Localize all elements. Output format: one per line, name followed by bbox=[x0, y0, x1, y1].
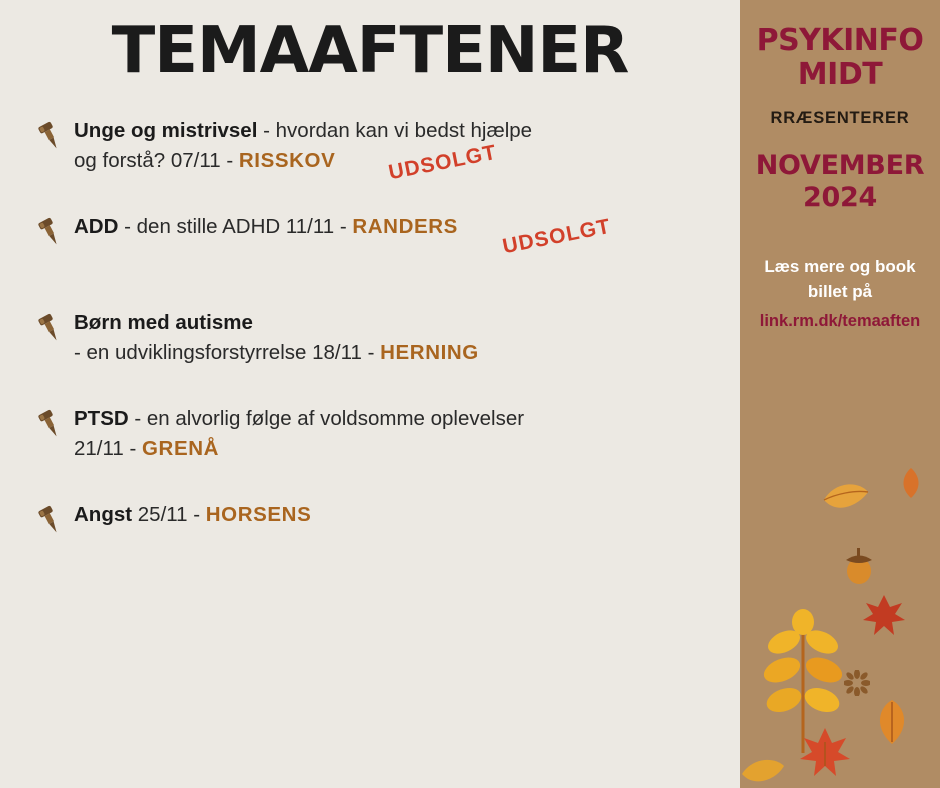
autumn-leaves-decoration bbox=[740, 458, 940, 788]
acorn-icon bbox=[840, 546, 878, 586]
pushpin-icon bbox=[34, 404, 74, 440]
booking-link[interactable]: link.rm.dk/temaaften bbox=[759, 311, 921, 330]
pushpin-icon bbox=[34, 116, 74, 152]
list-item bbox=[24, 212, 740, 308]
event-city: HERNING bbox=[380, 341, 479, 365]
year-label: 2024 bbox=[803, 182, 877, 214]
event-desc-1: - en alvorlig følge af voldsomme oplevelser bbox=[128, 407, 525, 431]
brand-line-1: PSYKINFO bbox=[756, 23, 924, 58]
event-desc-2: - en udviklingsforstyrrelse 18/11 - bbox=[74, 341, 381, 365]
pushpin-icon bbox=[34, 308, 74, 344]
event-desc-2: 21/11 - bbox=[74, 437, 142, 461]
pushpin-icon bbox=[34, 500, 74, 536]
event-city: GRENÅ bbox=[142, 437, 220, 461]
event-text bbox=[74, 500, 311, 530]
list-item bbox=[24, 500, 740, 596]
event-title: Angst bbox=[74, 503, 133, 527]
leaf-icon bbox=[870, 698, 914, 746]
list-item bbox=[24, 116, 740, 212]
event-city: RISSKOV bbox=[238, 149, 336, 173]
maple-leaf-icon bbox=[862, 593, 906, 639]
status-badge: UDSOLGT bbox=[386, 141, 499, 185]
event-desc-2: og forstå? 07/11 - bbox=[74, 149, 239, 173]
event-title: PTSD bbox=[74, 407, 129, 431]
event-text bbox=[74, 308, 479, 367]
event-title: ADD bbox=[74, 215, 119, 239]
maple-leaf-icon bbox=[798, 726, 852, 780]
status-badge: UDSOLGT bbox=[500, 215, 613, 259]
event-desc-1: - hvordan kan vi bedst hjælpe bbox=[257, 119, 533, 143]
event-city: HORSENS bbox=[205, 503, 312, 527]
brand-name bbox=[740, 24, 940, 91]
booking-line-1: Læs mere og book bbox=[764, 256, 916, 276]
pushpin-icon bbox=[34, 212, 74, 248]
presents-label: RRÆSENTERER bbox=[770, 109, 910, 128]
leaf-icon bbox=[820, 478, 872, 524]
event-title: Børn med autisme bbox=[74, 311, 253, 335]
list-item bbox=[24, 308, 740, 404]
poster-sidebar bbox=[740, 0, 940, 788]
booking-line-2: billet på bbox=[807, 282, 873, 302]
event-desc-1: - den stille ADHD 11/11 - bbox=[118, 215, 353, 239]
event-desc-1: 25/11 - bbox=[132, 503, 206, 527]
month-label: NOVEMBER bbox=[755, 150, 925, 182]
rowan-leaf-icon bbox=[760, 608, 846, 758]
event-text bbox=[74, 212, 613, 259]
event-city: RANDERS bbox=[352, 215, 458, 239]
leaf-icon bbox=[740, 754, 786, 788]
events-list bbox=[0, 116, 740, 596]
event-text bbox=[74, 404, 524, 463]
star-anise-icon bbox=[844, 670, 870, 696]
event-title: Unge og mistrivsel bbox=[74, 119, 258, 143]
leaf-icon bbox=[898, 468, 924, 498]
brand-line-2: MIDT bbox=[797, 56, 883, 92]
booking-info bbox=[740, 254, 940, 334]
list-item bbox=[24, 404, 740, 500]
event-text bbox=[74, 116, 533, 185]
page-title: TEMAAFTENER bbox=[111, 14, 629, 88]
